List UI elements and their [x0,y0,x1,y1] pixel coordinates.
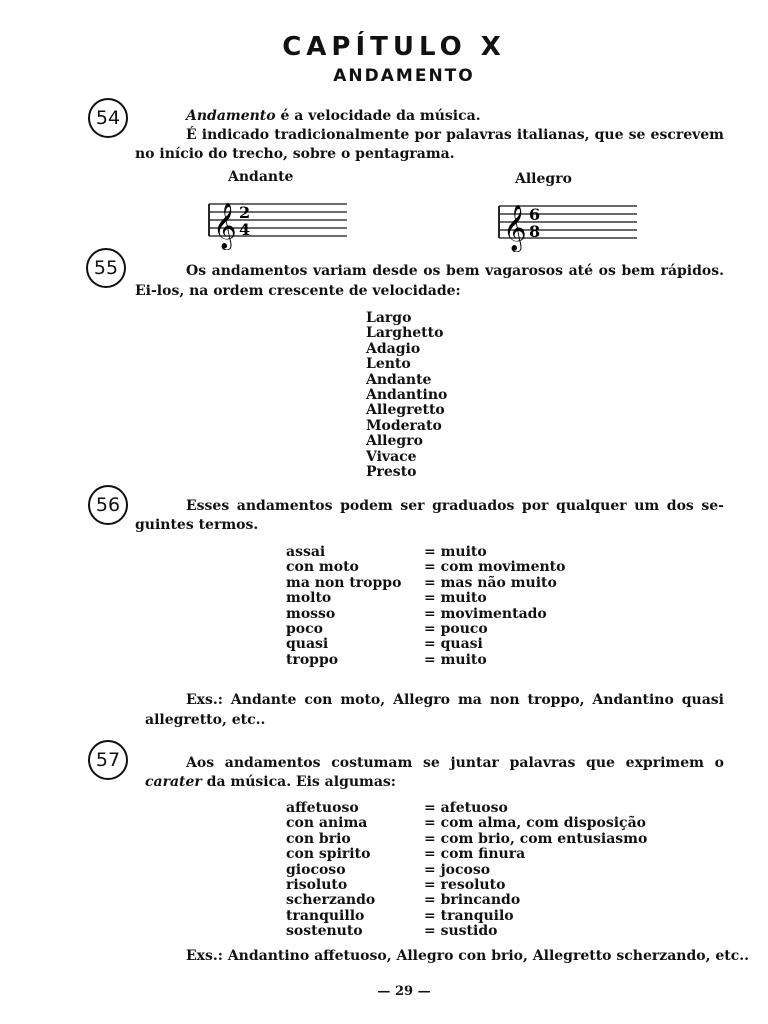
italic-term: Andamento [186,108,276,124]
table-row [286,545,565,560]
meaning: = tranquilo [424,907,514,924]
section-56-examples-line-1: Exs.: Andante con moto, Allegro ma non troppo, Andantino quasi [186,692,724,708]
term: mosso [286,605,336,622]
table-row [286,924,647,939]
section-57-line-1: Aos andamentos costumam se juntar palavras que exprimem o [186,755,724,771]
section-54-line-3: no início do trecho, sobre o pentagrama. [135,146,455,162]
meaning: = com alma, com disposição [424,815,646,832]
staff-label-andante: Andante [228,169,294,185]
section-55-line-1: Os andamentos variam desde os bem vagarosos até os bem rápidos. [186,263,724,279]
meaning: = muito [424,590,487,607]
italic-term: carater [145,774,202,790]
section-56-line-1: Esses andamentos podem ser graduados por qualquer um dos se- [186,498,724,514]
term: giocoso [286,861,346,878]
page-number: — 29 — [377,984,431,999]
meaning: = muito [424,651,487,668]
section-54-line-1 [186,107,481,126]
list-item: Presto [366,464,417,481]
table-row [286,622,565,637]
section-number-57: 57 [88,740,128,780]
time-signature-bottom: 8 [529,222,541,241]
table-row [286,863,647,878]
list-item: Vivace [366,448,417,465]
staff-label-allegro: Allegro [515,171,572,187]
table-row [286,560,565,575]
list-item: Allegro [366,433,423,450]
line-text: da música. Eis algumas: [201,774,396,790]
graduation-terms-table [286,545,565,668]
term: risoluto [286,877,348,894]
list-item: Andante [366,371,432,388]
line-text: é a velocidade da música. [275,108,481,124]
list-item: Largo [366,310,412,326]
term: sostenuto [286,923,363,940]
term: quasi [286,636,329,653]
meaning: = brincando [424,892,521,909]
meaning: = com movimento [424,559,566,576]
table-row [286,909,647,924]
list-item: Lento [366,356,411,373]
section-57-line-2 [145,773,396,792]
tempo-list [366,311,447,480]
table-row [286,832,647,847]
meaning: = com finura [424,846,526,863]
treble-clef-icon: 𝄞 [503,205,527,251]
term: troppo [286,651,339,668]
term: ma non troppo [286,574,402,591]
time-signature-top: 2 [239,203,251,222]
term: scherzando [286,892,376,909]
section-number-56: 56 [88,485,128,525]
table-row [286,576,565,591]
term: molto [286,590,332,607]
treble-clef-icon: 𝄞 [213,203,237,249]
table-row [286,878,647,893]
term: tranquillo [286,907,365,924]
section-57-examples: Exs.: Andantino affetuoso, Allegro con brio, Allegretto scherzando, etc.. [186,948,749,964]
list-item: Andantino [366,387,448,404]
term: poco [286,621,323,638]
meaning: = com brio, com entusiasmo [424,830,648,847]
section-54-line-2: É indicado tradicionalmente por palavras italianas, que se escrevem [186,127,724,143]
meaning: = muito [424,544,487,560]
character-terms-table [286,801,647,940]
chapter-subtitle: ANDAMENTO [333,66,475,86]
term: assai [286,544,326,560]
list-item: Adagio [366,340,421,357]
table-row [286,893,647,908]
table-row [286,637,565,652]
table-row [286,816,647,831]
meaning: = quasi [424,636,483,653]
table-row [286,607,565,622]
term: affetuoso [286,800,359,816]
term: con spirito [286,846,371,863]
meaning: = sustido [424,923,498,940]
list-item: Larghetto [366,325,444,342]
section-number-55: 55 [86,248,126,288]
staff-andante [205,196,350,250]
term: con brio [286,830,351,847]
staff-allegro [495,198,640,252]
term: con moto [286,559,359,576]
meaning: = movimentado [424,605,547,622]
table-row [286,653,565,668]
meaning: = resoluto [424,877,506,894]
list-item: Moderato [366,417,442,434]
section-56-examples-line-2: allegretto, etc.. [145,712,266,728]
meaning: = pouco [424,621,488,638]
section-56-line-2: guintes termos. [135,517,259,533]
list-item: Allegretto [366,402,445,419]
section-55-line-2: Ei-los, na ordem crescente de velocidade: [135,283,461,299]
time-signature-bottom: 4 [239,220,251,239]
meaning: = afetuoso [424,800,508,816]
meaning: = jocoso [424,861,491,878]
table-row [286,591,565,606]
meaning: = mas não muito [424,574,557,591]
section-number-54: 54 [88,98,128,138]
table-row [286,847,647,862]
term: con anima [286,815,368,832]
time-signature-top: 6 [529,205,541,224]
chapter-title: CAPÍTULO X [282,32,506,62]
